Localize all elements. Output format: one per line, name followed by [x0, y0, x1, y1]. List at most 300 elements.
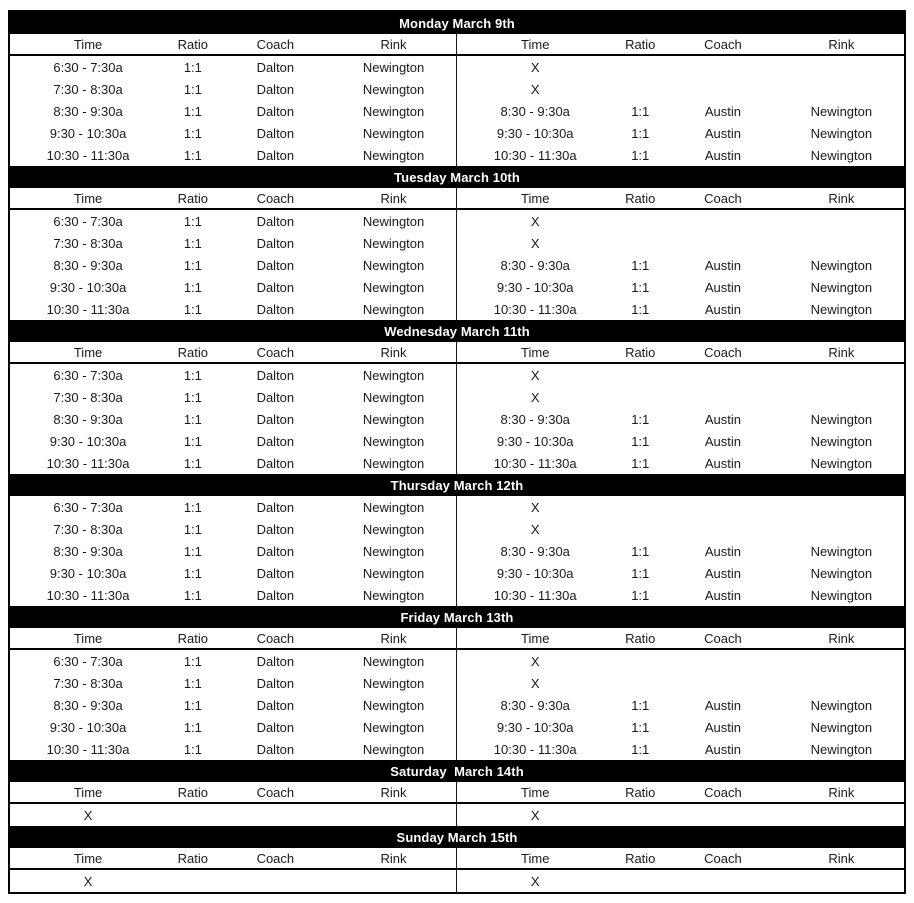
cell-rink — [779, 870, 904, 892]
right-session-slot — [457, 804, 904, 826]
cell-ratio: 1:1 — [631, 741, 650, 757]
day-header-bar — [10, 166, 904, 188]
cell-rink: Newington — [362, 279, 425, 295]
left-session-slot — [10, 144, 457, 166]
cell-ratio: 1:1 — [631, 719, 650, 735]
cell-rink: Newington — [810, 257, 873, 273]
table-row — [10, 276, 904, 298]
cell-rink — [779, 804, 904, 826]
cell-time: 7:30 - 8:30a — [53, 389, 123, 405]
left-session-slot — [10, 452, 457, 474]
cell-rink: Newington — [362, 719, 425, 735]
right-session-slot — [457, 254, 904, 276]
column-header-rink: Rink — [380, 190, 407, 206]
cell-time: X — [530, 675, 540, 691]
cell-time: 8:30 - 9:30a — [53, 257, 123, 273]
cell-coach: Austin — [704, 543, 741, 559]
column-header-rink: Rink — [828, 190, 855, 206]
column-header-row — [10, 188, 904, 210]
cell-rink: Newington — [810, 565, 873, 581]
cell-ratio: 1:1 — [183, 521, 202, 537]
cell-rink — [779, 518, 904, 540]
cell-rink: Newington — [810, 433, 873, 449]
cell-coach: Dalton — [256, 697, 295, 713]
cell-time: 6:30 - 7:30a — [53, 653, 123, 669]
cell-coach — [667, 56, 779, 78]
day-section — [10, 166, 904, 320]
left-session-slot — [10, 738, 457, 760]
column-header-coach: Coach — [704, 630, 742, 646]
cell-ratio — [613, 78, 667, 100]
cell-ratio — [166, 804, 220, 826]
cell-time: 9:30 - 10:30a — [496, 125, 574, 141]
cell-ratio — [613, 386, 667, 408]
cell-time: 9:30 - 10:30a — [49, 125, 127, 141]
cell-rink: Newington — [362, 455, 425, 471]
cell-time: 7:30 - 8:30a — [53, 521, 123, 537]
day-header-bar — [10, 826, 904, 848]
column-header-time: Time — [521, 630, 550, 646]
cell-time: 6:30 - 7:30a — [53, 367, 123, 383]
cell-coach: Dalton — [256, 367, 295, 383]
cell-time: 6:30 - 7:30a — [53, 499, 123, 515]
cell-coach: Austin — [704, 147, 741, 163]
left-session-slot — [10, 562, 457, 584]
column-header-ratio: Ratio — [177, 190, 209, 206]
column-header-ratio: Ratio — [625, 344, 656, 360]
cell-coach: Dalton — [256, 389, 295, 405]
cell-ratio: 1:1 — [183, 719, 202, 735]
right-session-slot — [457, 562, 904, 584]
left-session-slot — [10, 804, 457, 826]
cell-coach: Dalton — [256, 147, 295, 163]
column-header-coach: Coach — [256, 190, 295, 206]
column-header-rink: Rink — [380, 850, 407, 866]
cell-time: 10:30 - 11:30a — [493, 741, 577, 757]
day-section — [10, 474, 904, 606]
table-row — [10, 452, 904, 474]
left-session-slot — [10, 650, 457, 672]
cell-rink — [779, 210, 904, 232]
cell-ratio: 1:1 — [183, 653, 202, 669]
column-header-row — [10, 342, 904, 364]
table-row — [10, 254, 904, 276]
cell-time: 6:30 - 7:30a — [53, 213, 123, 229]
left-session-slot — [10, 408, 457, 430]
column-header-rink: Rink — [828, 784, 855, 800]
cell-ratio: 1:1 — [183, 543, 202, 559]
cell-coach: Dalton — [256, 433, 295, 449]
cell-rink: Newington — [810, 587, 873, 603]
cell-ratio: 1:1 — [183, 81, 202, 97]
cell-ratio: 1:1 — [183, 279, 202, 295]
cell-coach: Austin — [704, 697, 741, 713]
cell-coach: Dalton — [256, 279, 295, 295]
left-session-slot — [10, 232, 457, 254]
cell-rink — [779, 386, 904, 408]
cell-ratio: 1:1 — [183, 147, 202, 163]
left-session-slot — [10, 298, 457, 320]
column-header-coach: Coach — [256, 630, 295, 646]
cell-time: 10:30 - 11:30a — [46, 455, 130, 471]
cell-coach: Dalton — [256, 653, 295, 669]
cell-time: X — [530, 367, 540, 383]
cell-ratio: 1:1 — [631, 147, 650, 163]
cell-rink: Newington — [362, 587, 425, 603]
column-header-ratio: Ratio — [177, 36, 209, 52]
cell-rink: Newington — [362, 235, 425, 251]
right-session-slot — [457, 518, 904, 540]
cell-rink: Newington — [362, 411, 425, 427]
left-session-slot — [10, 122, 457, 144]
cell-time: 8:30 - 9:30a — [500, 543, 570, 559]
cell-time: 8:30 - 9:30a — [500, 103, 570, 119]
day-title: Monday March 9th — [399, 15, 515, 31]
cell-coach — [667, 364, 779, 386]
cell-rink: Newington — [362, 433, 425, 449]
column-header-rink: Rink — [828, 630, 855, 646]
table-row — [10, 694, 904, 716]
cell-coach: Austin — [704, 279, 741, 295]
table-row — [10, 408, 904, 430]
table-row — [10, 100, 904, 122]
cell-rink: Newington — [362, 675, 425, 691]
column-header-ratio: Ratio — [177, 784, 209, 800]
cell-ratio: 1:1 — [183, 235, 202, 251]
cell-time: X — [530, 653, 540, 669]
cell-coach — [667, 496, 779, 518]
cell-time: 8:30 - 9:30a — [53, 697, 123, 713]
cell-time: 7:30 - 8:30a — [53, 235, 123, 251]
column-header-row — [10, 34, 904, 56]
left-session-slot — [10, 584, 457, 606]
left-session-slot — [10, 870, 457, 892]
left-session-slot — [10, 386, 457, 408]
cell-rink — [779, 232, 904, 254]
cell-ratio: 1:1 — [183, 103, 202, 119]
cell-ratio: 1:1 — [183, 433, 202, 449]
cell-rink: Newington — [810, 147, 873, 163]
left-session-slot — [10, 210, 457, 232]
cell-rink: Newington — [810, 301, 873, 317]
right-columns-header — [457, 342, 904, 362]
day-rows — [10, 870, 904, 892]
day-section — [10, 606, 904, 760]
cell-ratio: 1:1 — [631, 411, 650, 427]
cell-coach — [667, 672, 779, 694]
cell-ratio: 1:1 — [183, 455, 202, 471]
column-header-time: Time — [521, 784, 550, 800]
cell-ratio: 1:1 — [183, 741, 202, 757]
cell-ratio — [613, 650, 667, 672]
cell-coach: Dalton — [256, 675, 295, 691]
cell-time: 9:30 - 10:30a — [496, 279, 574, 295]
cell-coach: Austin — [704, 433, 741, 449]
cell-rink: Newington — [362, 257, 425, 273]
cell-coach: Austin — [704, 257, 741, 273]
column-header-rink: Rink — [380, 630, 407, 646]
right-session-slot — [457, 232, 904, 254]
column-header-ratio: Ratio — [625, 784, 656, 800]
cell-time: 9:30 - 10:30a — [496, 565, 574, 581]
day-header-bar — [10, 474, 904, 496]
column-header-row — [10, 848, 904, 870]
column-header-rink: Rink — [828, 344, 855, 360]
day-rows — [10, 496, 904, 606]
cell-rink: Newington — [810, 411, 873, 427]
cell-coach: Austin — [704, 103, 741, 119]
column-header-coach: Coach — [256, 344, 295, 360]
cell-ratio — [613, 518, 667, 540]
table-row — [10, 78, 904, 100]
cell-rink: Newington — [810, 741, 873, 757]
cell-ratio: 1:1 — [183, 675, 202, 691]
right-session-slot — [457, 408, 904, 430]
column-header-time: Time — [73, 630, 103, 646]
cell-time: X — [83, 807, 93, 823]
cell-time: 8:30 - 9:30a — [53, 411, 123, 427]
cell-time: 10:30 - 11:30a — [493, 147, 577, 163]
column-header-time: Time — [521, 190, 550, 206]
column-header-ratio: Ratio — [625, 190, 656, 206]
cell-coach: Austin — [704, 411, 741, 427]
cell-rink — [331, 804, 456, 826]
day-section — [10, 760, 904, 826]
cell-time: 10:30 - 11:30a — [46, 587, 130, 603]
day-header-bar — [10, 12, 904, 34]
day-section — [10, 12, 904, 166]
cell-rink — [779, 496, 904, 518]
column-header-ratio: Ratio — [177, 344, 209, 360]
cell-time: X — [530, 499, 540, 515]
column-header-rink: Rink — [380, 784, 407, 800]
column-header-time: Time — [73, 784, 103, 800]
cell-coach — [220, 870, 332, 892]
left-session-slot — [10, 518, 457, 540]
cell-rink: Newington — [362, 59, 425, 75]
cell-ratio: 1:1 — [631, 279, 650, 295]
cell-ratio: 1:1 — [631, 103, 650, 119]
column-header-ratio: Ratio — [625, 850, 656, 866]
cell-coach: Austin — [704, 587, 741, 603]
table-row — [10, 584, 904, 606]
table-row — [10, 386, 904, 408]
day-header-bar — [10, 760, 904, 782]
cell-ratio: 1:1 — [631, 125, 650, 141]
cell-rink: Newington — [810, 279, 873, 295]
cell-rink: Newington — [362, 653, 425, 669]
day-rows — [10, 210, 904, 320]
day-title: Wednesday March 11th — [384, 323, 530, 339]
left-session-slot — [10, 276, 457, 298]
cell-coach: Dalton — [256, 543, 295, 559]
cell-rink: Newington — [362, 389, 425, 405]
cell-coach: Austin — [704, 125, 741, 141]
cell-coach: Austin — [704, 719, 741, 735]
right-columns-header — [457, 848, 904, 868]
left-session-slot — [10, 254, 457, 276]
cell-ratio: 1:1 — [183, 59, 202, 75]
day-title: Sunday March 15th — [396, 829, 518, 845]
right-session-slot — [457, 78, 904, 100]
table-row — [10, 562, 904, 584]
cell-coach: Dalton — [256, 59, 295, 75]
cell-ratio: 1:1 — [631, 697, 650, 713]
column-header-time: Time — [521, 36, 550, 52]
cell-coach — [667, 232, 779, 254]
cell-ratio: 1:1 — [183, 411, 202, 427]
day-title: Thursday March 12th — [390, 477, 524, 493]
cell-coach: Dalton — [256, 301, 295, 317]
cell-rink: Newington — [362, 103, 425, 119]
right-session-slot — [457, 386, 904, 408]
column-header-coach: Coach — [256, 850, 295, 866]
cell-coach: Dalton — [256, 455, 295, 471]
cell-rink: Newington — [810, 455, 873, 471]
day-rows — [10, 650, 904, 760]
cell-coach: Dalton — [256, 499, 295, 515]
cell-time: 10:30 - 11:30a — [493, 301, 577, 317]
cell-time: 8:30 - 9:30a — [53, 543, 123, 559]
cell-time: 9:30 - 10:30a — [496, 433, 574, 449]
right-session-slot — [457, 870, 904, 892]
cell-ratio — [613, 210, 667, 232]
column-header-coach: Coach — [704, 36, 742, 52]
cell-rink: Newington — [362, 301, 425, 317]
right-session-slot — [457, 100, 904, 122]
cell-time: 10:30 - 11:30a — [46, 301, 130, 317]
cell-time: 8:30 - 9:30a — [500, 257, 570, 273]
day-title: Friday March 13th — [400, 609, 514, 625]
cell-rink — [779, 672, 904, 694]
cell-time: 9:30 - 10:30a — [49, 433, 127, 449]
cell-rink — [779, 364, 904, 386]
cell-ratio: 1:1 — [183, 389, 202, 405]
cell-ratio: 1:1 — [631, 587, 650, 603]
cell-coach: Dalton — [256, 587, 295, 603]
right-columns-header — [457, 34, 904, 54]
column-header-row — [10, 782, 904, 804]
day-section — [10, 826, 904, 892]
table-row — [10, 298, 904, 320]
cell-ratio: 1:1 — [631, 543, 650, 559]
cell-ratio: 1:1 — [631, 455, 650, 471]
cell-ratio — [613, 804, 667, 826]
cell-rink: Newington — [810, 543, 873, 559]
day-header-bar — [10, 320, 904, 342]
table-row — [10, 672, 904, 694]
cell-ratio — [613, 56, 667, 78]
day-section — [10, 320, 904, 474]
cell-coach: Dalton — [256, 125, 295, 141]
cell-rink: Newington — [362, 741, 425, 757]
right-session-slot — [457, 144, 904, 166]
cell-time: 10:30 - 11:30a — [46, 741, 130, 757]
day-rows — [10, 364, 904, 474]
left-columns-header — [10, 782, 457, 802]
weekly-schedule-table — [8, 10, 906, 894]
column-header-time: Time — [73, 190, 103, 206]
cell-rink: Newington — [362, 543, 425, 559]
cell-coach: Dalton — [256, 257, 295, 273]
cell-coach — [667, 804, 779, 826]
cell-time: X — [530, 59, 540, 75]
right-session-slot — [457, 430, 904, 452]
left-session-slot — [10, 672, 457, 694]
cell-coach — [667, 518, 779, 540]
cell-rink: Newington — [362, 367, 425, 383]
cell-ratio: 1:1 — [183, 367, 202, 383]
cell-coach: Austin — [704, 741, 741, 757]
right-session-slot — [457, 210, 904, 232]
cell-time: X — [530, 807, 540, 823]
cell-time: X — [530, 81, 540, 97]
cell-coach: Dalton — [256, 213, 295, 229]
cell-rink: Newington — [810, 697, 873, 713]
right-session-slot — [457, 694, 904, 716]
cell-time: X — [530, 213, 540, 229]
day-rows — [10, 804, 904, 826]
left-session-slot — [10, 430, 457, 452]
column-header-rink: Rink — [828, 850, 855, 866]
column-header-coach: Coach — [704, 344, 742, 360]
day-rows — [10, 56, 904, 166]
column-header-ratio: Ratio — [625, 630, 656, 646]
right-session-slot — [457, 672, 904, 694]
cell-coach — [667, 650, 779, 672]
cell-coach — [667, 210, 779, 232]
right-session-slot — [457, 496, 904, 518]
table-row — [10, 122, 904, 144]
right-columns-header — [457, 188, 904, 208]
left-session-slot — [10, 694, 457, 716]
column-header-rink: Rink — [380, 344, 407, 360]
table-row — [10, 364, 904, 386]
left-session-slot — [10, 78, 457, 100]
cell-time: 9:30 - 10:30a — [49, 565, 127, 581]
cell-rink: Newington — [810, 125, 873, 141]
cell-rink: Newington — [362, 521, 425, 537]
table-row — [10, 430, 904, 452]
right-session-slot — [457, 584, 904, 606]
cell-time: 10:30 - 11:30a — [493, 587, 577, 603]
left-session-slot — [10, 716, 457, 738]
cell-time: 9:30 - 10:30a — [49, 719, 127, 735]
day-header-bar — [10, 606, 904, 628]
cell-coach: Austin — [704, 455, 741, 471]
column-header-coach: Coach — [704, 850, 742, 866]
right-session-slot — [457, 56, 904, 78]
cell-time: 6:30 - 7:30a — [53, 59, 123, 75]
cell-ratio: 1:1 — [631, 301, 650, 317]
left-columns-header — [10, 342, 457, 362]
cell-rink: Newington — [362, 565, 425, 581]
cell-rink: Newington — [362, 147, 425, 163]
cell-rink — [779, 78, 904, 100]
table-row — [10, 210, 904, 232]
column-header-row — [10, 628, 904, 650]
cell-coach: Dalton — [256, 565, 295, 581]
table-row — [10, 650, 904, 672]
cell-time: 9:30 - 10:30a — [49, 279, 127, 295]
cell-ratio: 1:1 — [183, 499, 202, 515]
left-columns-header — [10, 628, 457, 648]
cell-ratio — [166, 870, 220, 892]
cell-time: 10:30 - 11:30a — [46, 147, 130, 163]
cell-ratio: 1:1 — [631, 257, 650, 273]
cell-time: 8:30 - 9:30a — [500, 697, 570, 713]
table-row — [10, 540, 904, 562]
